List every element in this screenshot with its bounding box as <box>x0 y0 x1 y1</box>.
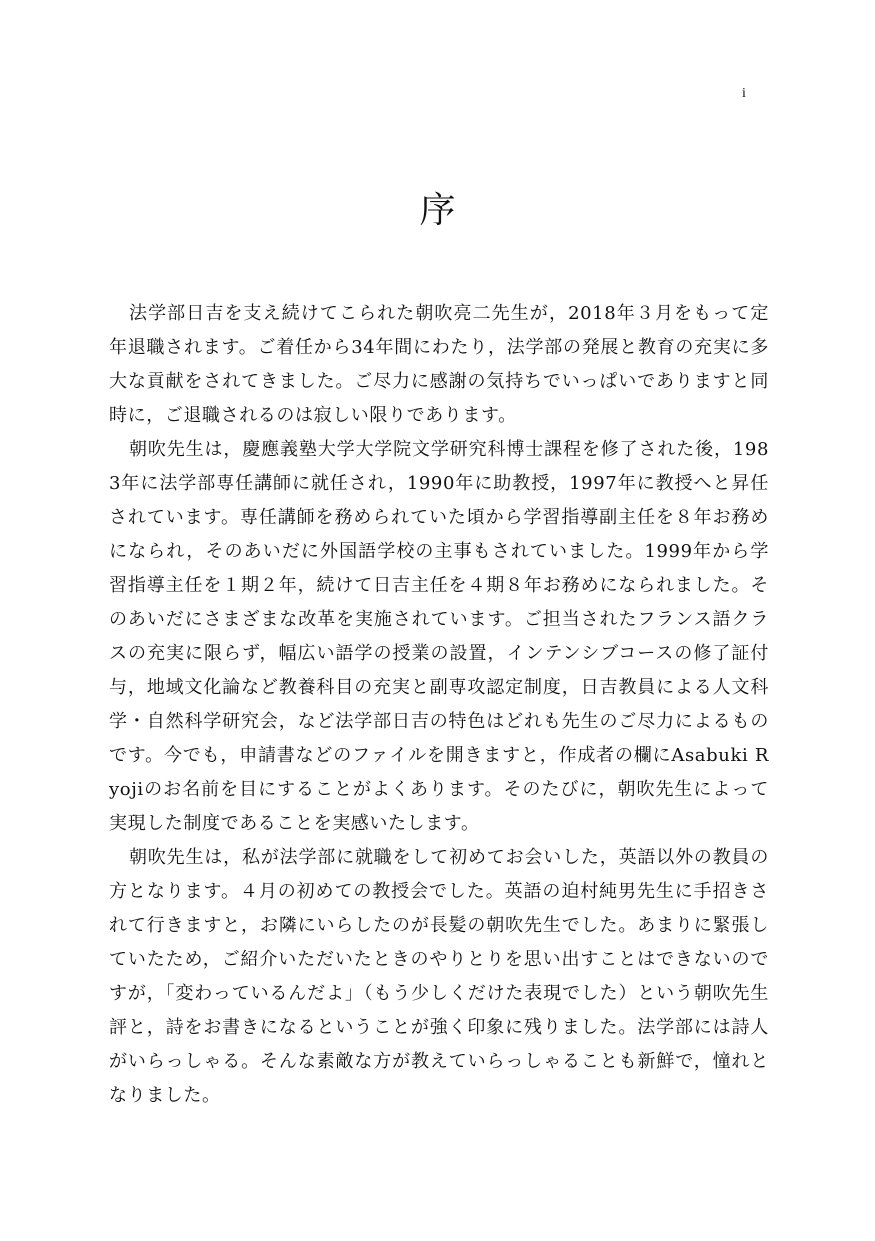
paragraph-2: 朝吹先生は，慶應義塾大学大学院文学研究科博士課程を修了された後，1983年に法学部専任講師に就任され，1990年に助教授，1997年に教授へと昇任されています。専任講師を務められていた頃から学習指導副主任を８年お務めになられ，そのあいだに外国語学校の主事もされていました。1999年から学習指導主任を１期２年，続けて日吉主任を４期８年お務めになられました。そのあいだにさまざまな改革を実施されています。ご担当されたフランス語クラスの充実に限らず，幅広い語学の授業の設置，インテンシブコースの修了証付与，地域文化論など教養科目の充実と副専攻認定制度，日吉教員による人文科学・自然科学研究会，など法学部日吉の特色はどれも先生のご尽力によるものです。今でも，申請書などのファイルを開きますと，作成者の欄にAsabuki Ryojiのお名前を目にすることがよくあります。そのたびに，朝吹先生によって実現した制度であることを実感いたします。 <box>109 439 769 834</box>
page-title: 序 <box>419 190 456 231</box>
paragraph-1: 法学部日吉を支え続けてこられた朝吹亮二先生が，2018年３月をもって定年退職されます。ご着任から34年間にわたり，法学部の発展と教育の充実に多大な貢献をされてきました。ご尽力に感謝の気持ちでいっぱいでありますと同時に，ご退職されるのは寂しい限りであります。 <box>109 303 769 426</box>
page-number: i <box>742 86 746 101</box>
preface-body <box>109 297 769 1113</box>
paragraph-3: 朝吹先生は，私が法学部に就職をして初めてお会いした，英語以外の教員の方となります。４月の初めての教授会でした。英語の迫村純男先生に手招きされて行きますと，お隣にいらしたのが長髪の朝吹先生でした。あまりに緊張していたため，ご紹介いただいたときのやりとりを思い出すことはできないのですが，「変わっているんだよ」（もう少しくだけた表現でした）という朝吹先生評と，詩をお書きになるということが強く印象に残りました。法学部には詩人がいらっしゃる。そんな素敵な方が教えていらっしゃることも新鮮で，憧れとなりました。 <box>109 847 769 1106</box>
